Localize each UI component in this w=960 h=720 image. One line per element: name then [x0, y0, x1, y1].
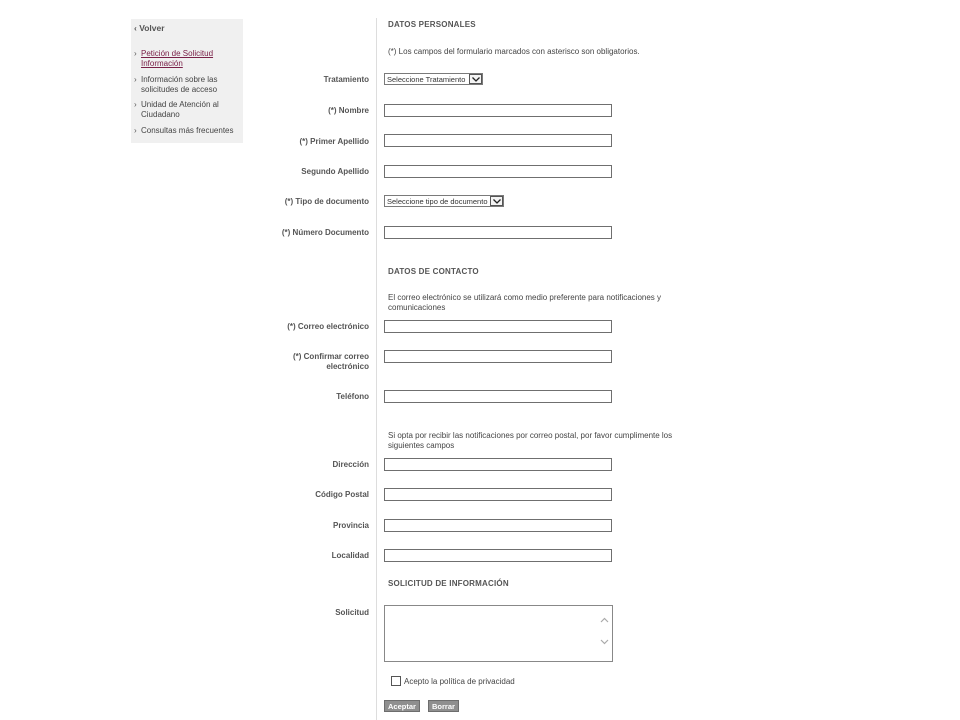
sidebar-item-label: Unidad de Atención al Ciudadano — [141, 100, 219, 119]
sidebar-item-unidad[interactable] — [134, 100, 240, 119]
required-note: (*) Los campos del formulario marcados con asterisco son obligatorios. — [388, 47, 640, 56]
confirmar-correo-input[interactable] — [384, 350, 612, 363]
provincia-label: Provincia — [332, 521, 369, 530]
sidebar-item-informacion[interactable] — [134, 75, 240, 94]
sidebar-item-peticion[interactable] — [134, 49, 240, 68]
primer-apellido-label: (*) Primer Apellido — [299, 137, 369, 146]
chevron-left-icon: ‹ — [134, 23, 140, 33]
email-note: El correo electrónico se utilizará como medio preferente para notificaciones y comunicaciones — [388, 293, 662, 312]
tipo-documento-select[interactable] — [384, 195, 504, 207]
chevron-down-icon — [469, 74, 482, 84]
confirmar-correo-label — [293, 352, 369, 371]
nombre-input[interactable] — [384, 104, 612, 117]
segundo-apellido-input[interactable] — [384, 165, 612, 178]
section-title-solicitud: SOLICITUD DE INFORMACIÓN — [388, 579, 509, 588]
privacy-checkbox-label: Acepto la política de privacidad — [404, 677, 515, 686]
borrar-button[interactable]: Borrar — [428, 700, 459, 712]
column-divider — [376, 18, 377, 720]
telefono-label: Teléfono — [336, 392, 369, 401]
solicitud-label: Solicitud — [335, 608, 369, 617]
chevron-right-icon: › — [134, 100, 137, 109]
back-link[interactable] — [134, 23, 165, 33]
postal-note: Si opta por recibir las notificaciones por correo postal, por favor cumplimente los siguientes campos — [388, 431, 673, 450]
confirmar-correo-label-line2: electrónico — [326, 361, 369, 371]
chevron-down-icon — [490, 196, 503, 206]
codigo-postal-input[interactable] — [384, 488, 612, 501]
tipo-documento-label: (*) Tipo de documento — [284, 197, 369, 206]
scroll-down-icon[interactable] — [600, 638, 609, 647]
back-link-label: Volver — [139, 23, 165, 33]
chevron-right-icon: › — [134, 126, 137, 135]
sidebar-item-label: Consultas más frecuentes — [141, 126, 234, 135]
scroll-up-icon[interactable] — [600, 616, 609, 625]
chevron-right-icon: › — [134, 75, 137, 84]
section-title-personal: DATOS PERSONALES — [388, 20, 476, 29]
aceptar-button[interactable]: Aceptar — [384, 700, 420, 712]
direccion-label: Dirección — [332, 460, 369, 469]
codigo-postal-label: Código Postal — [315, 490, 369, 499]
sidebar-item-label: Información sobre las solicitudes de acceso — [141, 75, 218, 94]
privacy-checkbox[interactable] — [391, 676, 401, 686]
solicitud-textarea[interactable] — [384, 605, 613, 662]
numero-documento-input[interactable] — [384, 226, 612, 239]
localidad-label: Localidad — [331, 551, 369, 560]
correo-input[interactable] — [384, 320, 612, 333]
numero-documento-label: (*) Número Documento — [281, 228, 369, 237]
confirmar-correo-label-line1: (*) Confirmar correo — [292, 352, 369, 361]
tratamiento-select-value: Seleccione Tratamiento — [387, 74, 466, 84]
segundo-apellido-label: Segundo Apellido — [301, 167, 369, 176]
tratamiento-select[interactable] — [384, 73, 483, 85]
localidad-input[interactable] — [384, 549, 612, 562]
section-title-contacto: DATOS DE CONTACTO — [388, 267, 479, 276]
tipo-documento-select-value: Seleccione tipo de documento — [387, 196, 488, 206]
chevron-right-icon: › — [134, 49, 137, 58]
sidebar-nav — [131, 19, 243, 143]
sidebar-item-consultas[interactable] — [134, 126, 240, 136]
provincia-input[interactable] — [384, 519, 612, 532]
correo-label: (*) Correo electrónico — [287, 322, 369, 331]
sidebar-item-label: Petición de Solicitud Información — [141, 49, 214, 68]
direccion-input[interactable] — [384, 458, 612, 471]
telefono-input[interactable] — [384, 390, 612, 403]
tratamiento-label: Tratamiento — [323, 75, 369, 84]
primer-apellido-input[interactable] — [384, 134, 612, 147]
nombre-label: (*) Nombre — [328, 106, 369, 115]
